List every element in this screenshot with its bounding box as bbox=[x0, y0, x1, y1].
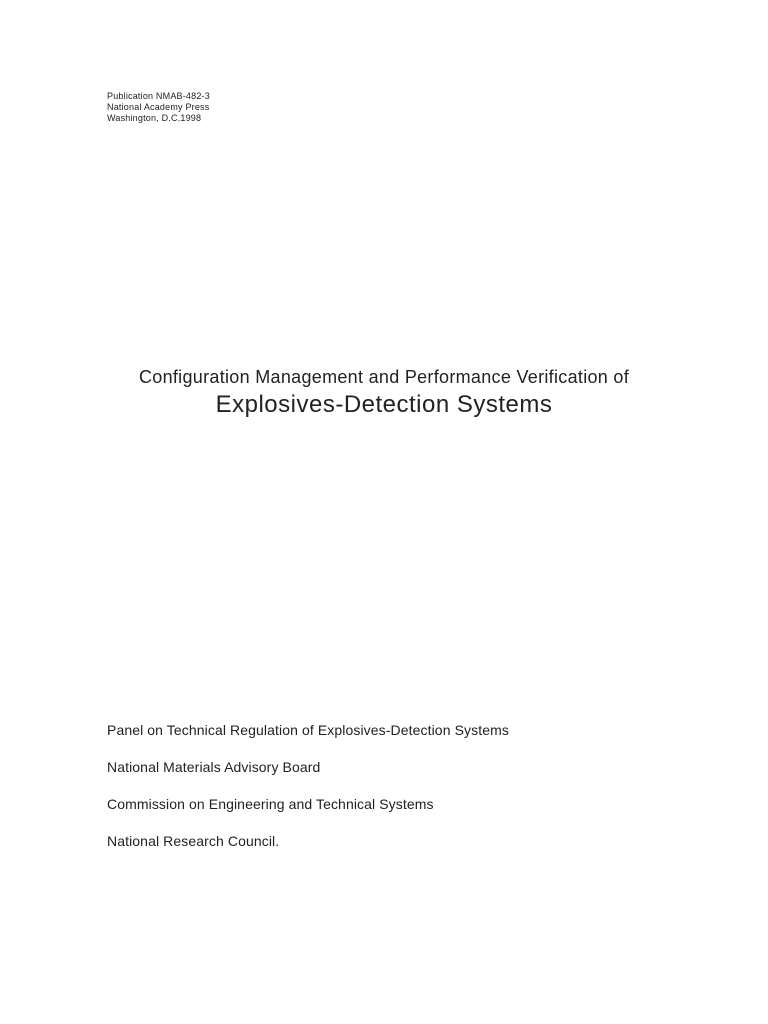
org-commission: Commission on Engineering and Technical Systems bbox=[107, 796, 434, 812]
org-board: National Materials Advisory Board bbox=[107, 759, 321, 775]
publication-info bbox=[107, 91, 210, 124]
organization-list bbox=[107, 722, 509, 870]
publication-number: Publication NMAB-482-3 bbox=[107, 91, 210, 101]
document-title bbox=[0, 366, 768, 420]
title-line-2: Explosives-Detection Systems bbox=[215, 391, 553, 418]
title-line-1: Configuration Management and Performance Verification of bbox=[138, 367, 630, 387]
org-panel: Panel on Technical Regulation of Explosives-Detection Systems bbox=[107, 722, 509, 738]
org-council: National Research Council. bbox=[107, 833, 280, 849]
publication-place-date: Washington, D.C.1998 bbox=[107, 113, 202, 123]
publisher: National Academy Press bbox=[107, 102, 210, 112]
